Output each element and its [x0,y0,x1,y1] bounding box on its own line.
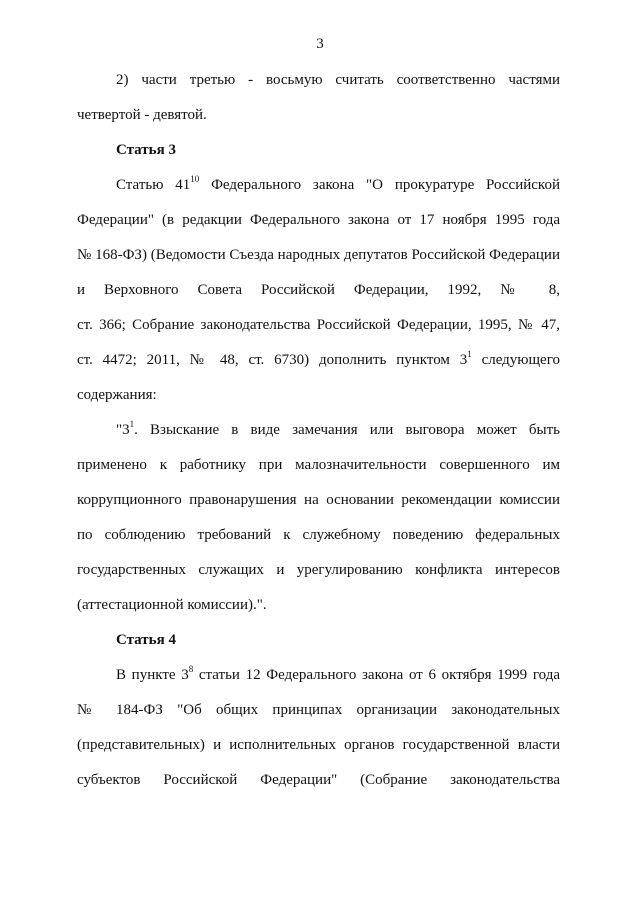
doc-line: четвертой - девятой. [77,107,207,123]
doc-line: содержания: [77,387,157,403]
doc-line: субъектов Российской Федерации" (Собрание законодательства [77,772,560,788]
doc-line: В пункте $3^8$ статьи 12 Федерального закона от 6 октября 1999 года [116,664,560,683]
doc-line: № 184-ФЗ "Об общих принципах организации законодательных [77,702,560,718]
doc-line: и Верховного Совета Российской Федерации, 1992, № 8, [77,282,560,298]
doc-line: ст. 366; Собрание законодательства Российской Федерации, 1995, № 47, [77,317,560,333]
article-heading: Статья 3 [116,142,176,158]
doc-line: государственных служащих и урегулированию конфликта интересов [77,562,560,578]
doc-line: № 168-ФЗ) (Ведомости Съезда народных депутатов Российской Федерации [77,247,560,263]
doc-line: Федерации" (в редакции Федерального закона от 17 ноября 1995 года [77,212,560,228]
doc-line: ст. 4472; 2011, № 48, ст. 6730) дополнить пунктом $3^1$ следующего [77,349,560,368]
page-number: 3 [316,36,324,52]
doc-line: Статью $41^{10}$ Федерального закона "О прокуратуре Российской [116,174,560,193]
doc-line: (аттестационной комиссии).". [77,597,267,613]
article-heading: Статья 4 [116,632,176,648]
doc-line: по соблюдению требований к служебному поведению федеральных [77,527,560,543]
doc-line: "$3^1$. Взыскание в виде замечания или выговора может быть [116,419,560,438]
doc-line: применено к работнику при малозначительности совершенного им [77,457,560,473]
doc-line: 2) части третью - восьмую считать соответственно частями [116,72,560,88]
doc-line: (представительных) и исполнительных органов государственной власти [77,737,560,753]
doc-line: коррупционного правонарушения на основании рекомендации комиссии [77,492,560,508]
